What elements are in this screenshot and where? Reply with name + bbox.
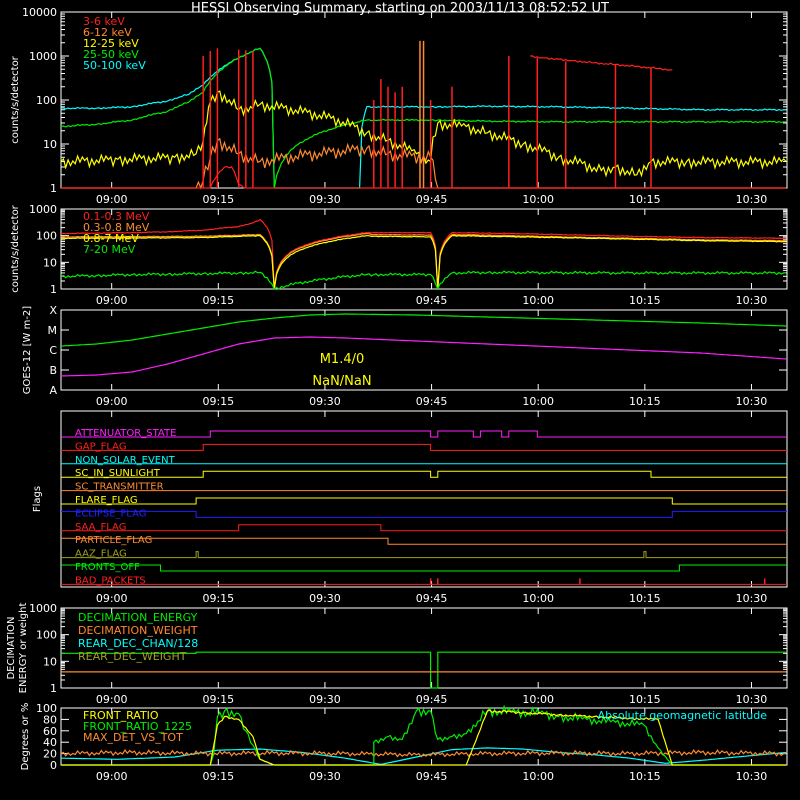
legend-entry: REAR_DEC_CHAN/128: [78, 637, 199, 650]
x-tick-label: 10:15: [628, 693, 661, 706]
y-tick-label: 10: [43, 655, 57, 669]
y-tick-label: 40: [43, 736, 57, 750]
y-tick-label: 1000: [29, 203, 57, 216]
flag-label: PARTICLE_FLAG: [75, 535, 153, 547]
x-tick-label: 09:15: [202, 395, 235, 408]
x-tick-label: 10:15: [628, 592, 661, 605]
y-tick-label: 1: [50, 182, 57, 195]
y-axis-label: Degrees or %: [20, 702, 31, 771]
x-tick-label: 09:30: [309, 193, 341, 206]
x-tick-label: 10:15: [628, 193, 661, 206]
legend-entry: 0.1-0.3 MeV: [83, 210, 150, 223]
flag-label: FLARE_FLAG: [75, 495, 138, 506]
y-axis-label: ENERGY or weight: [18, 602, 29, 694]
y-axis-label: DECIMATION: [6, 616, 17, 680]
x-tick-label: 09:45: [415, 294, 448, 307]
legend-entry: 25-50 keV: [83, 48, 139, 61]
y-tick-label: A: [49, 384, 57, 397]
y-tick-label: 60: [43, 724, 57, 738]
flag-line: [61, 498, 787, 504]
legend-entry: 3-6 keV: [83, 15, 125, 28]
flag-label: NON_SOLAR_EVENT: [75, 454, 175, 466]
flag-line: [61, 538, 787, 544]
right-axis-note: Absolute geomagnetic latitude: [597, 709, 767, 722]
x-tick-label: 10:30: [735, 770, 768, 783]
x-tick-label: 09:45: [415, 193, 448, 206]
y-tick-label: M: [47, 324, 57, 337]
legend-entry: MAX_DET_VS_TOT: [83, 731, 183, 744]
x-tick-label: 09:30: [309, 770, 341, 783]
flag-label: GAP_FLAG: [75, 441, 127, 453]
x-tick-label: 09:45: [415, 395, 448, 408]
legend-entry: REAR_DEC_WEIGHT: [78, 650, 187, 663]
x-tick-label: 10:00: [522, 294, 555, 307]
x-tick-label: 10:15: [628, 770, 661, 783]
y-tick-label: C: [49, 344, 57, 357]
series-line: [61, 236, 786, 290]
x-tick-label: 10:30: [735, 592, 768, 605]
y-tick-label: B: [49, 364, 57, 377]
series-line: [61, 337, 786, 376]
y-tick-label: 1000: [29, 50, 57, 63]
x-tick-label: 10:00: [522, 693, 555, 706]
y-tick-label: 100: [36, 94, 57, 107]
y-axis-label: counts/s/detector: [10, 56, 21, 144]
y-axis-label: GOES-12 [W m-2]: [22, 305, 33, 395]
x-tick-label: 09:30: [309, 592, 341, 605]
legend-entry: DECIMATION_WEIGHT: [78, 624, 198, 637]
x-tick-label: 09:30: [309, 294, 341, 307]
x-tick-label: 09:45: [415, 592, 448, 605]
flag-line: [61, 511, 787, 517]
legend-entry: FRONT_RATIO_1225: [83, 720, 193, 733]
y-tick-label: X: [49, 304, 57, 317]
legend-entry: 12-25 keV: [83, 37, 139, 50]
x-tick-label: 10:00: [522, 395, 555, 408]
y-tick-label: 1000: [29, 602, 57, 615]
x-tick-label: 09:15: [202, 592, 235, 605]
x-tick-label: 09:00: [95, 770, 128, 783]
flag-line: [61, 565, 787, 571]
x-tick-label: 09:45: [415, 770, 448, 783]
x-tick-label: 10:15: [628, 294, 661, 307]
legend-entry: 50-100 keV: [83, 59, 146, 72]
flare-band-line: [530, 56, 672, 70]
legend-entry: 7-20 MeV: [83, 243, 136, 256]
x-tick-label: 10:00: [522, 770, 555, 783]
y-axis-label: counts/s/detector: [10, 205, 21, 293]
legend-entry: 0.3-0.8 MeV: [83, 221, 150, 234]
flag-label: AAZ_FLAG: [75, 548, 127, 560]
x-tick-label: 10:00: [522, 592, 555, 605]
y-tick-label: 80: [43, 713, 57, 727]
y-tick-label: 20: [43, 747, 57, 761]
flag-label: SC_TRANSMITTER: [75, 481, 164, 493]
x-tick-label: 09:15: [202, 693, 235, 706]
flag-label: SAA_FLAG: [75, 521, 127, 533]
y-tick-label: 1: [50, 682, 57, 695]
x-tick-label: 09:15: [202, 294, 235, 307]
x-tick-label: 10:15: [628, 395, 661, 408]
series-line: [61, 220, 786, 289]
panel-frame: [61, 209, 787, 289]
flag-line: [61, 552, 787, 558]
flag-line: [61, 471, 787, 477]
series-line: [61, 271, 786, 289]
y-tick-label: 10: [43, 256, 57, 270]
x-tick-label: 09:15: [202, 193, 235, 206]
legend-entry: 6-12 keV: [83, 26, 132, 39]
x-tick-label: 10:30: [735, 395, 768, 408]
y-tick-label: 100: [36, 628, 57, 642]
x-tick-label: 09:00: [95, 693, 128, 706]
x-tick-label: 09:30: [309, 395, 341, 408]
y-tick-label: 0: [50, 759, 57, 772]
flag-line: [61, 444, 787, 450]
goes-annotation: M1.4/0: [319, 352, 365, 367]
x-tick-label: 10:30: [735, 693, 768, 706]
chart-title: HESSI Observing Summary, starting on 2003/11/13 08:52:52 UT: [191, 1, 609, 16]
x-tick-label: 10:00: [522, 193, 555, 206]
y-tick-label: 100: [36, 229, 57, 243]
y-tick-label: 1: [50, 283, 57, 296]
x-tick-label: 09:00: [95, 395, 128, 408]
legend-entry: FRONT_RATIO: [83, 709, 159, 722]
x-tick-label: 09:30: [309, 693, 341, 706]
x-tick-label: 09:00: [95, 193, 128, 206]
series-line: [61, 748, 786, 765]
flag-label: SC_IN_SUNLIGHT: [75, 468, 160, 480]
y-tick-label: 10000: [22, 6, 57, 19]
legend-entry: 0.8-7 MeV: [83, 232, 139, 245]
x-tick-label: 10:30: [735, 294, 768, 307]
goes-annotation: NaN/NaN: [312, 374, 372, 389]
flag-label: FRONTS_OFF: [75, 562, 140, 573]
x-tick-label: 09:45: [415, 693, 448, 706]
y-tick-label: 10: [43, 138, 57, 151]
flag-label: BAD_PACKETS: [75, 575, 146, 587]
legend-entry: DECIMATION_ENERGY: [78, 611, 198, 624]
flag-label: ATTENUATOR_STATE: [75, 428, 177, 439]
x-tick-label: 09:00: [95, 294, 128, 307]
y-axis-label: Flags: [32, 485, 43, 513]
y-tick-label: 100: [36, 702, 57, 715]
series-line: [61, 234, 786, 289]
flag-line: [61, 525, 787, 531]
x-tick-label: 09:00: [95, 592, 128, 605]
x-tick-label: 09:15: [202, 770, 235, 783]
flag-label: ECLIPSE_FLAG: [75, 508, 147, 520]
x-tick-label: 10:30: [735, 193, 768, 206]
